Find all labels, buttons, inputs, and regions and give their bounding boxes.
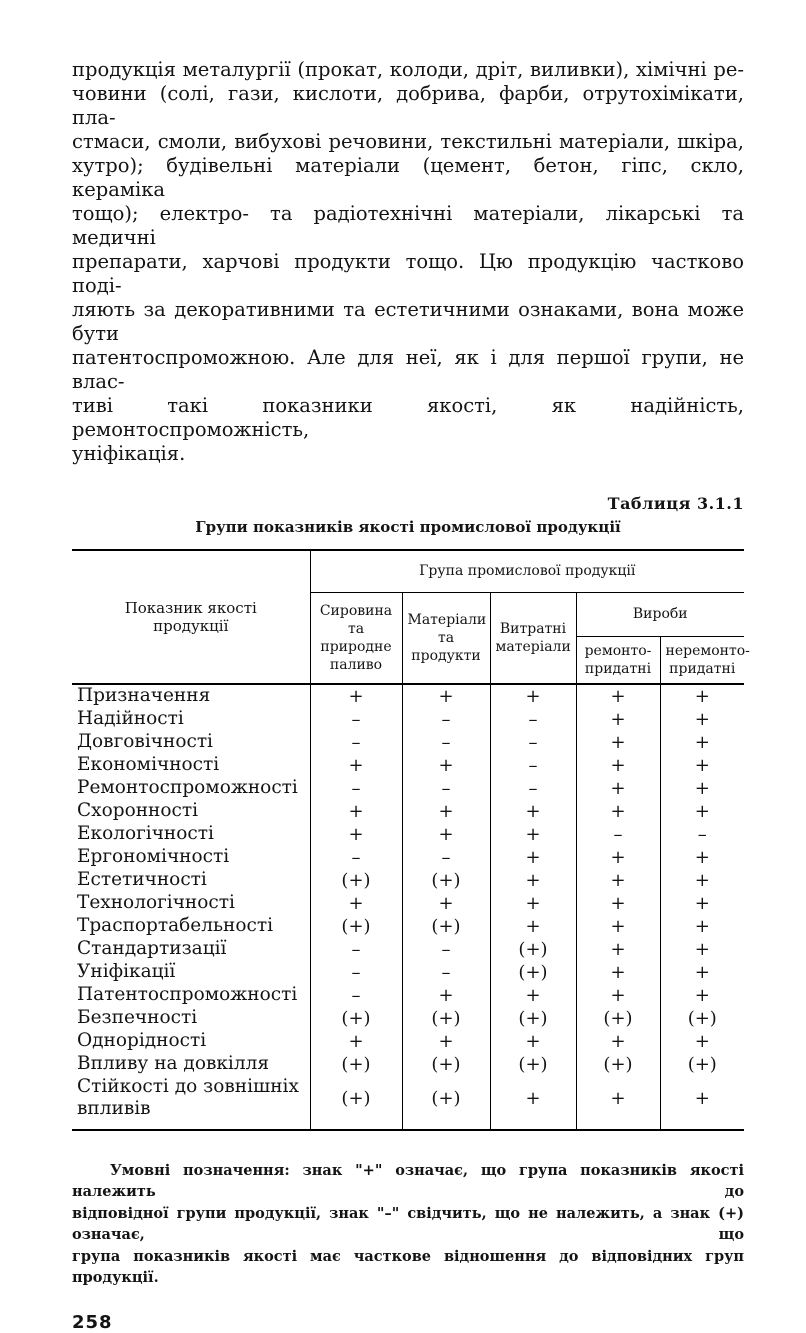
- row-value: +: [310, 754, 402, 777]
- row-value: –: [660, 823, 744, 846]
- row-value: (+): [490, 938, 576, 961]
- row-value: –: [310, 938, 402, 961]
- row-value: –: [402, 938, 490, 961]
- row-value: –: [310, 777, 402, 800]
- row-value: +: [490, 915, 576, 938]
- row-value: +: [576, 915, 660, 938]
- table-row: [72, 1053, 744, 1076]
- row-value: –: [310, 708, 402, 731]
- page-number: 258: [72, 1311, 113, 1333]
- row-value: +: [660, 984, 744, 1007]
- table-row: [72, 800, 744, 823]
- row-value: (+): [402, 915, 490, 938]
- row-value: –: [490, 777, 576, 800]
- row-value: +: [576, 961, 660, 984]
- row-label: Безпечності: [72, 1007, 310, 1030]
- text-line: тощо); електро- та радіотехнічні матеріали, лікарські та медичні: [72, 202, 744, 249]
- row-value: +: [576, 777, 660, 800]
- row-value: +: [490, 800, 576, 823]
- row-value: (+): [490, 1053, 576, 1076]
- row-value: (+): [310, 1007, 402, 1030]
- column-header-repairable: ремонто-придатні: [576, 636, 660, 684]
- row-value: –: [402, 961, 490, 984]
- row-value: +: [490, 684, 576, 708]
- row-value: –: [490, 708, 576, 731]
- row-value: –: [310, 961, 402, 984]
- row-label: Впливу на довкілля: [72, 1053, 310, 1076]
- text-line: човини (солі, гази, кислоти, добрива, фарби, отрутохімікати, пла-: [72, 82, 744, 129]
- row-value: +: [490, 823, 576, 846]
- row-label: Ергономічності: [72, 846, 310, 869]
- column-header-products-group: Вироби: [576, 592, 744, 636]
- row-value: +: [660, 777, 744, 800]
- column-header-materials-products: Матеріали та продукти: [402, 592, 490, 684]
- row-value: (+): [490, 961, 576, 984]
- column-header-raw-materials: Сировина та природне паливо: [310, 592, 402, 684]
- table-row: [72, 823, 744, 846]
- row-value: –: [402, 777, 490, 800]
- row-value: +: [576, 731, 660, 754]
- text-line: патентоспроможною. Але для неї, як і для першої групи, не влас-: [72, 346, 744, 393]
- row-value: +: [402, 1030, 490, 1053]
- table-row: [72, 915, 744, 938]
- table-row: [72, 1076, 744, 1121]
- row-value: (+): [660, 1053, 744, 1076]
- row-value: (+): [310, 869, 402, 892]
- row-label: Патентоспроможності: [72, 984, 310, 1007]
- table-row: [72, 1007, 744, 1030]
- row-value: +: [660, 869, 744, 892]
- text-line: уніфікація.: [72, 442, 186, 465]
- row-value: +: [660, 846, 744, 869]
- row-value: +: [660, 1030, 744, 1053]
- text-line: тиві такі показники якості, як надійність, ремонтоспроможність,: [72, 394, 744, 441]
- row-value: +: [490, 892, 576, 915]
- row-value: –: [310, 846, 402, 869]
- row-value: –: [402, 731, 490, 754]
- row-value: +: [310, 800, 402, 823]
- row-value: +: [660, 800, 744, 823]
- row-label: Стійкості до зовнішніх впливів: [72, 1076, 310, 1121]
- row-label: Технологічності: [72, 892, 310, 915]
- row-value: +: [402, 892, 490, 915]
- table-header: [72, 550, 750, 684]
- table-row: [72, 731, 744, 754]
- row-value: +: [402, 754, 490, 777]
- row-value: +: [576, 892, 660, 915]
- row-value: +: [576, 846, 660, 869]
- row-value: –: [490, 754, 576, 777]
- text-line: стмаси, смоли, вибухові речовини, текстильні матеріали, шкіра,: [72, 130, 744, 153]
- row-value: +: [576, 1030, 660, 1053]
- corner-header-text: Показник якості продукції: [124, 599, 257, 635]
- row-value: +: [660, 915, 744, 938]
- row-value: –: [310, 731, 402, 754]
- row-value: +: [576, 938, 660, 961]
- table-caption-label: Таблиця 3.1.1: [607, 494, 744, 513]
- row-value: +: [576, 1076, 660, 1121]
- text-line: хутро); будівельні матеріали (цемент, бетон, гіпс, скло, кераміка: [72, 154, 744, 201]
- text-line: відповідної групи продукції, знак "–" свідчить, що не належить, а знак (+) означає, що: [72, 1204, 744, 1243]
- row-value: +: [310, 823, 402, 846]
- table-row: [72, 938, 744, 961]
- row-value: +: [490, 984, 576, 1007]
- row-value: +: [660, 731, 744, 754]
- row-value: +: [490, 1076, 576, 1121]
- row-value: +: [576, 869, 660, 892]
- row-value: +: [660, 1076, 744, 1121]
- row-value: +: [490, 846, 576, 869]
- row-label: Ремонтоспроможності: [72, 777, 310, 800]
- text-line: препарати, харчові продукти тощо. Цю продукцію частково поді-: [72, 250, 744, 297]
- row-value: +: [402, 984, 490, 1007]
- table-caption-title: Групи показників якості промислової продукції: [195, 518, 621, 536]
- row-label: Довговічності: [72, 731, 310, 754]
- row-value: –: [402, 846, 490, 869]
- row-value: +: [576, 754, 660, 777]
- row-value: +: [402, 823, 490, 846]
- row-value: +: [576, 684, 660, 708]
- row-value: –: [310, 984, 402, 1007]
- table-row: [72, 869, 744, 892]
- row-value: (+): [660, 1007, 744, 1030]
- row-value: +: [310, 684, 402, 708]
- corner-header-cell: [72, 550, 310, 684]
- table-row: [72, 708, 744, 731]
- row-label: Економічності: [72, 754, 310, 777]
- row-label: Екологічності: [72, 823, 310, 846]
- row-value: +: [310, 1030, 402, 1053]
- row-label: Призначення: [72, 684, 310, 708]
- row-value: (+): [402, 1053, 490, 1076]
- table-row: [72, 684, 744, 708]
- row-value: +: [490, 1030, 576, 1053]
- row-value: (+): [490, 1007, 576, 1030]
- row-value: +: [660, 754, 744, 777]
- row-value: (+): [310, 1053, 402, 1076]
- row-label: Схоронності: [72, 800, 310, 823]
- row-value: +: [402, 684, 490, 708]
- row-value: (+): [402, 869, 490, 892]
- row-value: +: [660, 892, 744, 915]
- text-line: група показників якості має часткове відношення до відповідних груп продукції.: [72, 1247, 744, 1286]
- table-body: [72, 684, 744, 1121]
- row-value: +: [490, 869, 576, 892]
- row-label: Траспортабельності: [72, 915, 310, 938]
- row-value: –: [576, 823, 660, 846]
- column-header-nonrepairable: неремонто-придатні: [660, 636, 744, 684]
- table-row: [72, 777, 744, 800]
- row-value: (+): [402, 1076, 490, 1121]
- row-value: +: [660, 938, 744, 961]
- row-value: +: [660, 961, 744, 984]
- row-value: (+): [310, 1076, 402, 1121]
- row-label: Стандартизації: [72, 938, 310, 961]
- table-spacer-row: [72, 1121, 744, 1130]
- row-value: +: [576, 800, 660, 823]
- text-line: Умовні позначення: знак "+" означає, що група показників якості належить до: [72, 1161, 744, 1200]
- row-value: –: [402, 708, 490, 731]
- text-line: продукція металургії (прокат, колоди, дріт, виливки), хімічні ре-: [72, 58, 744, 81]
- row-value: +: [660, 708, 744, 731]
- row-label: Уніфікації: [72, 961, 310, 984]
- row-value: (+): [310, 915, 402, 938]
- row-value: +: [310, 892, 402, 915]
- row-value: +: [576, 984, 660, 1007]
- table-row: [72, 754, 744, 777]
- row-value: +: [660, 684, 744, 708]
- main-paragraph: [72, 58, 744, 466]
- row-value: +: [402, 800, 490, 823]
- column-header-consumables: Витратні матеріали: [490, 592, 576, 684]
- row-label: Надійності: [72, 708, 310, 731]
- table-row: [72, 984, 744, 1007]
- row-value: +: [576, 708, 660, 731]
- table-legend-footnote: [72, 1160, 744, 1289]
- quality-indicators-table: [72, 549, 750, 1131]
- group-header-cell: Група промислової продукції: [310, 550, 744, 592]
- row-value: (+): [576, 1007, 660, 1030]
- table-row: [72, 1030, 744, 1053]
- table-row: [72, 846, 744, 869]
- row-label: Естетичності: [72, 869, 310, 892]
- row-value: –: [490, 731, 576, 754]
- row-value: (+): [576, 1053, 660, 1076]
- table-row: [72, 961, 744, 984]
- row-label: Однорідності: [72, 1030, 310, 1053]
- row-value: (+): [402, 1007, 490, 1030]
- text-line: ляють за декоративними та естетичними ознаками, вона може бути: [72, 298, 744, 345]
- table-row: [72, 892, 744, 915]
